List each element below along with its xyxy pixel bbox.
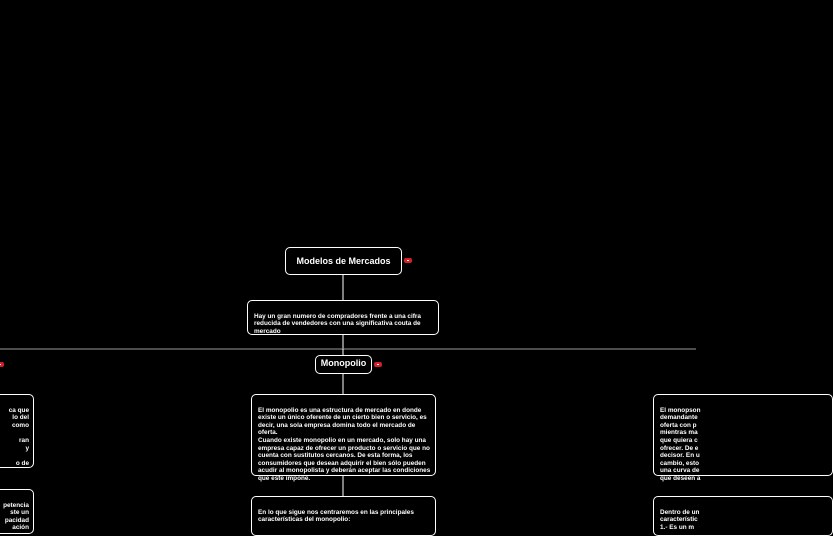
root-topic[interactable] (285, 247, 402, 275)
left-branch-text-2: petencia ste un pacidad ación (3, 501, 29, 532)
monopolio-topic[interactable] (315, 355, 372, 374)
right-branch-text: El monopson demandante oferta con p mientras ma que quiera c ofrecer. De e decisor. En u cambio, esto una curva de que deseen a (660, 406, 701, 482)
monopolio-characteristics-text: En lo que sigue nos centraremos en las principales características del monopolio: (258, 508, 414, 524)
marker-flag-icon (0, 362, 4, 367)
monopolio-definition-node[interactable] (251, 394, 436, 482)
monopolio-definition-text: El monopolio es una estructura de mercado en donde existe un único oferente de un cierto bien o servicio, es decir, una sola empresa domina todo el mercado de oferta. Cuando existe monopolio en un mercado, solo hay una empresa capaz de ofrecer un producto o servicio que no cuenta con sustitutos cercanos. De esta forma, los consumidores que desean adquirir el bien sólo pueden acudir al monopolista y deberán aceptar las condiciones que este impone. (258, 406, 431, 482)
root-topic-title: Modelos de Mercados (296, 256, 391, 266)
right-branch-text-node-2[interactable] (653, 496, 833, 536)
right-branch-text-2: Dentro de un característic 1.- Es un m (660, 508, 700, 531)
left-branch-text-node[interactable] (0, 394, 34, 468)
monopolio-characteristics-node[interactable] (251, 496, 436, 536)
monopolio-title: Monopolio (320, 358, 367, 368)
marker-flag-icon (404, 258, 412, 263)
marker-flag-icon (374, 362, 382, 367)
left-branch-text: ca que lo del como ran y o de (8, 406, 29, 467)
root-description-text: Hay un gran numero de compradores frente a una cifra reducida de vendedores con una significativa couta de mercado (254, 312, 421, 335)
root-description-node[interactable] (247, 300, 439, 335)
left-branch-text-node-2[interactable] (0, 489, 34, 534)
right-branch-text-node[interactable] (653, 394, 833, 482)
